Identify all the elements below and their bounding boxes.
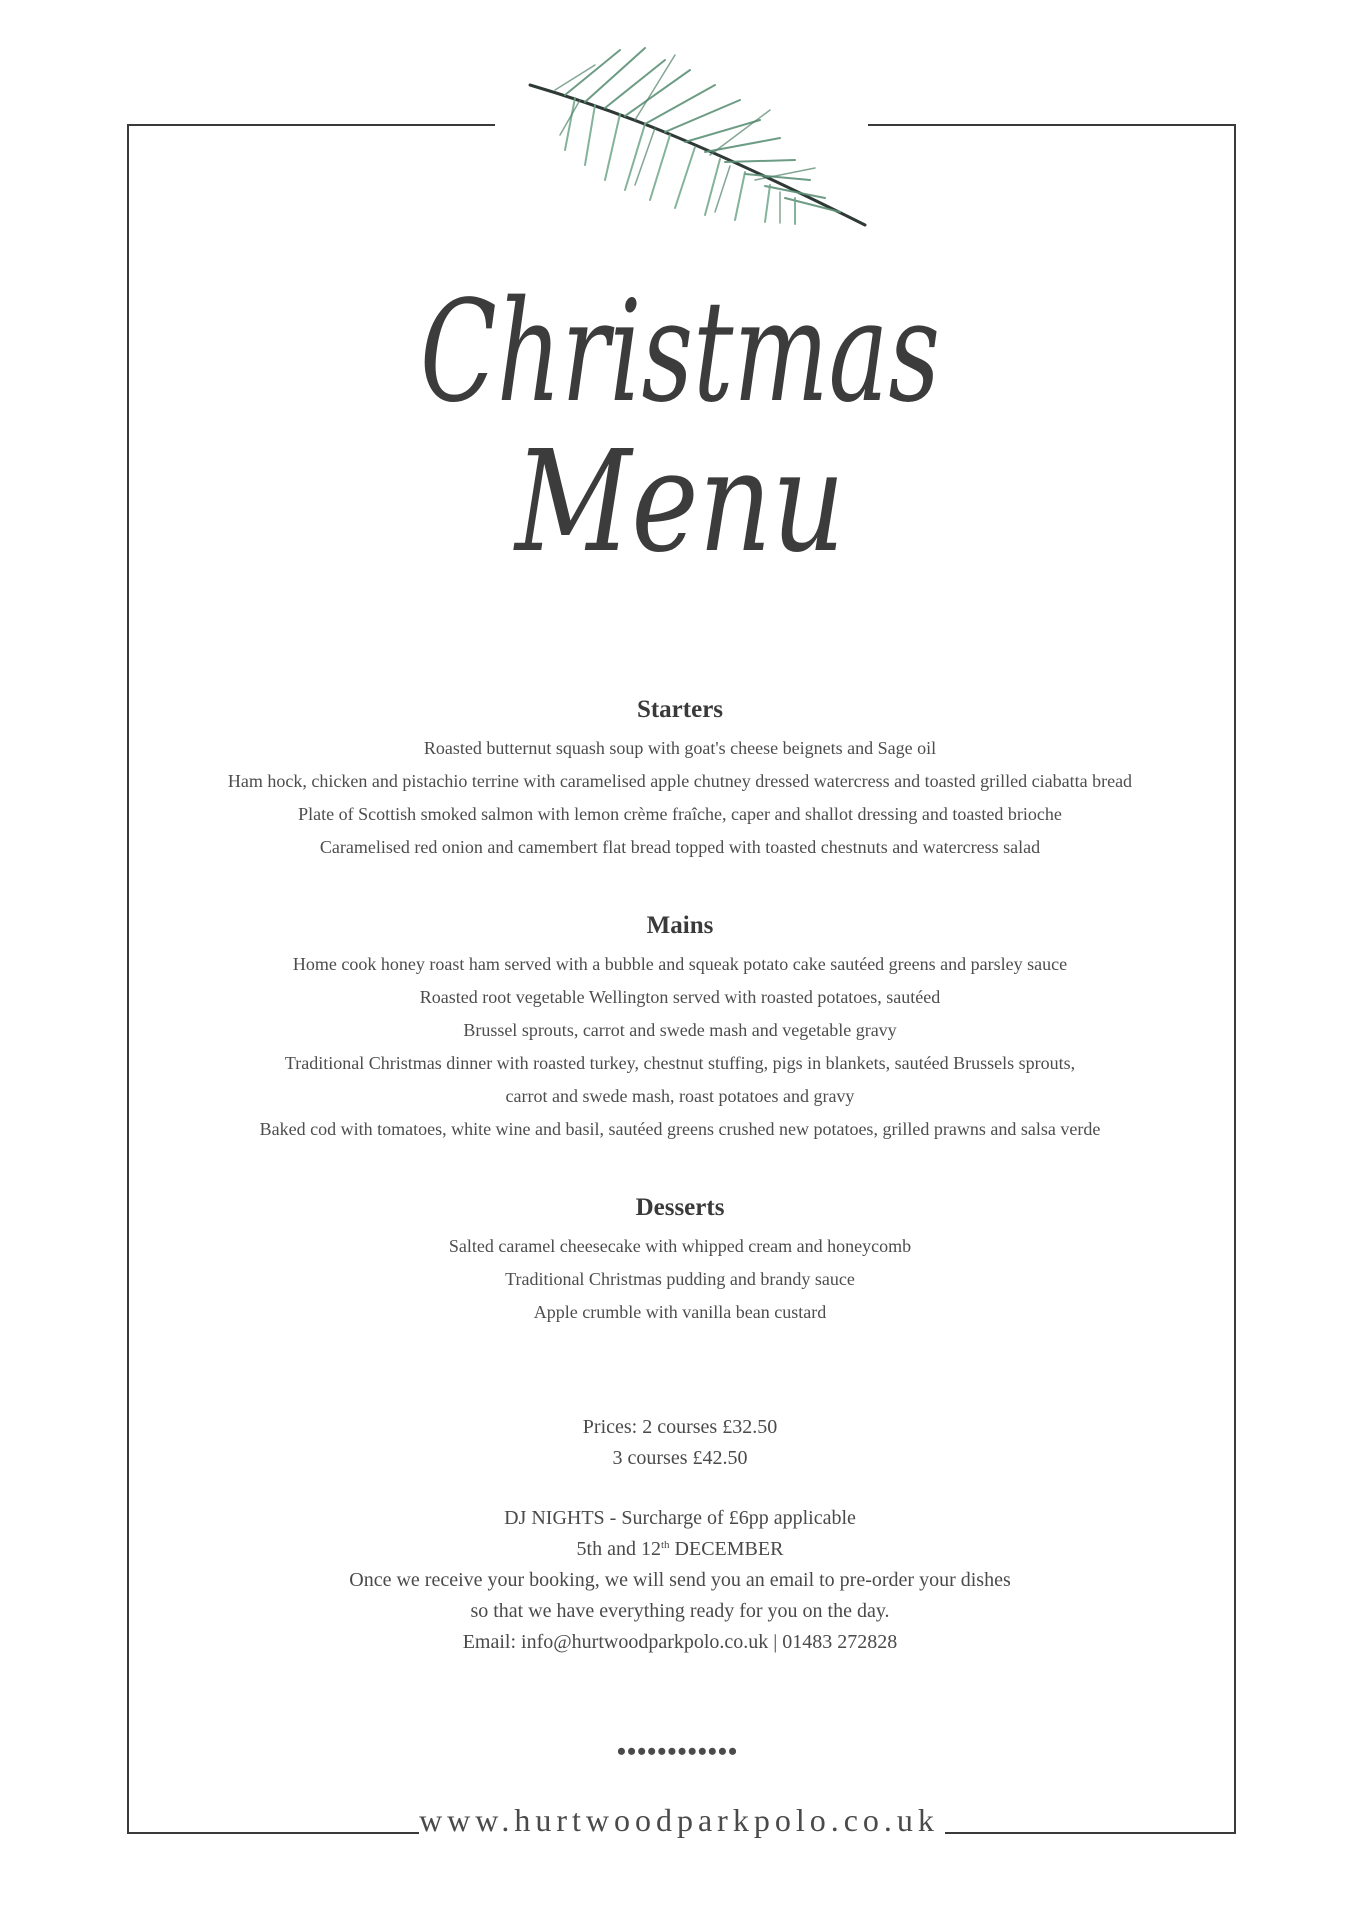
menu-item: Baked cod with tomatoes, white wine and basil, sautéed greens crushed new potatoes, grilled prawns and salsa verde (259, 1119, 1101, 1139)
menu-item: Ham hock, chicken and pistachio terrine with caramelised apple chutney dressed watercress and toasted grilled ciabatta bread (227, 771, 1133, 791)
frame-right (1234, 124, 1236, 1834)
frame-bottom-left (127, 1832, 419, 1834)
dot-divider: •••••••••••• (616, 1737, 739, 1766)
menu-item: Home cook honey roast ham served with a bubble and squeak potato cake sautéed greens and parsley sauce (292, 954, 1068, 974)
menu-item: Salted caramel cheesecake with whipped cream and honeycomb (448, 1236, 912, 1256)
dj-nights-line: DJ NIGHTS - Surcharge of £6pp applicable (504, 1507, 856, 1529)
menu-item: Traditional Christmas dinner with roasted turkey, chestnut stuffing, pigs in blankets, sautéed Brussels sprouts, (284, 1053, 1076, 1073)
website-url[interactable]: www.hurtwoodparkpolo.co.uk (419, 1802, 939, 1838)
starters-section (130, 688, 1230, 864)
frame-bottom-right (945, 1832, 1236, 1834)
section-heading-desserts: Desserts (635, 1194, 725, 1221)
section-heading-starters: Starters (636, 696, 724, 723)
frame-top-right (868, 124, 1236, 126)
prices-line: 3 courses £42.50 (612, 1447, 748, 1469)
title-line-menu: Menu (512, 421, 845, 584)
title-line-christmas: Christmas (420, 271, 940, 434)
pine-sprig-icon (525, 40, 875, 230)
menu-item: Caramelised red onion and camembert flat bread topped with toasted chestnuts and watercress salad (319, 837, 1041, 857)
mains-section (130, 904, 1230, 1146)
menu-item: Roasted butternut squash soup with goat's cheese beignets and Sage oil (423, 738, 937, 758)
menu-item: Traditional Christmas pudding and brandy sauce (505, 1269, 855, 1289)
dates-text: 5th and 12 (576, 1538, 661, 1560)
dates-month: DECEMBER (669, 1538, 784, 1560)
menu-item: Brussel sprouts, carrot and swede mash and vegetable gravy (463, 1020, 897, 1040)
menu-content (130, 688, 1230, 1329)
section-heading-mains: Mains (646, 912, 714, 939)
info-block (130, 1412, 1230, 1658)
menu-item: Roasted root vegetable Wellington served with roasted potatoes, sautéed (419, 987, 941, 1007)
contact-line: Email: info@hurtwoodparkpolo.co.uk | 01483 272828 (462, 1631, 898, 1653)
dates-superscript: th (660, 1539, 670, 1551)
frame-left (127, 124, 129, 1834)
menu-item: Plate of Scottish smoked salmon with lemon crème fraîche, caper and shallot dressing and toasted brioche (298, 804, 1062, 824)
menu-item: carrot and swede mash, roast potatoes and gravy (505, 1086, 855, 1106)
menu-item: Apple crumble with vanilla bean custard (533, 1302, 827, 1322)
booking-line: so that we have everything ready for you on the day. (470, 1600, 890, 1622)
booking-line: Once we receive your booking, we will send you an email to pre-order your dishes (349, 1569, 1011, 1591)
prices-line: Prices: 2 courses £32.50 (582, 1416, 778, 1438)
frame-top-left (127, 124, 495, 126)
menu-title (380, 250, 980, 630)
desserts-section (130, 1186, 1230, 1329)
dj-dates-line (130, 1534, 1230, 1565)
